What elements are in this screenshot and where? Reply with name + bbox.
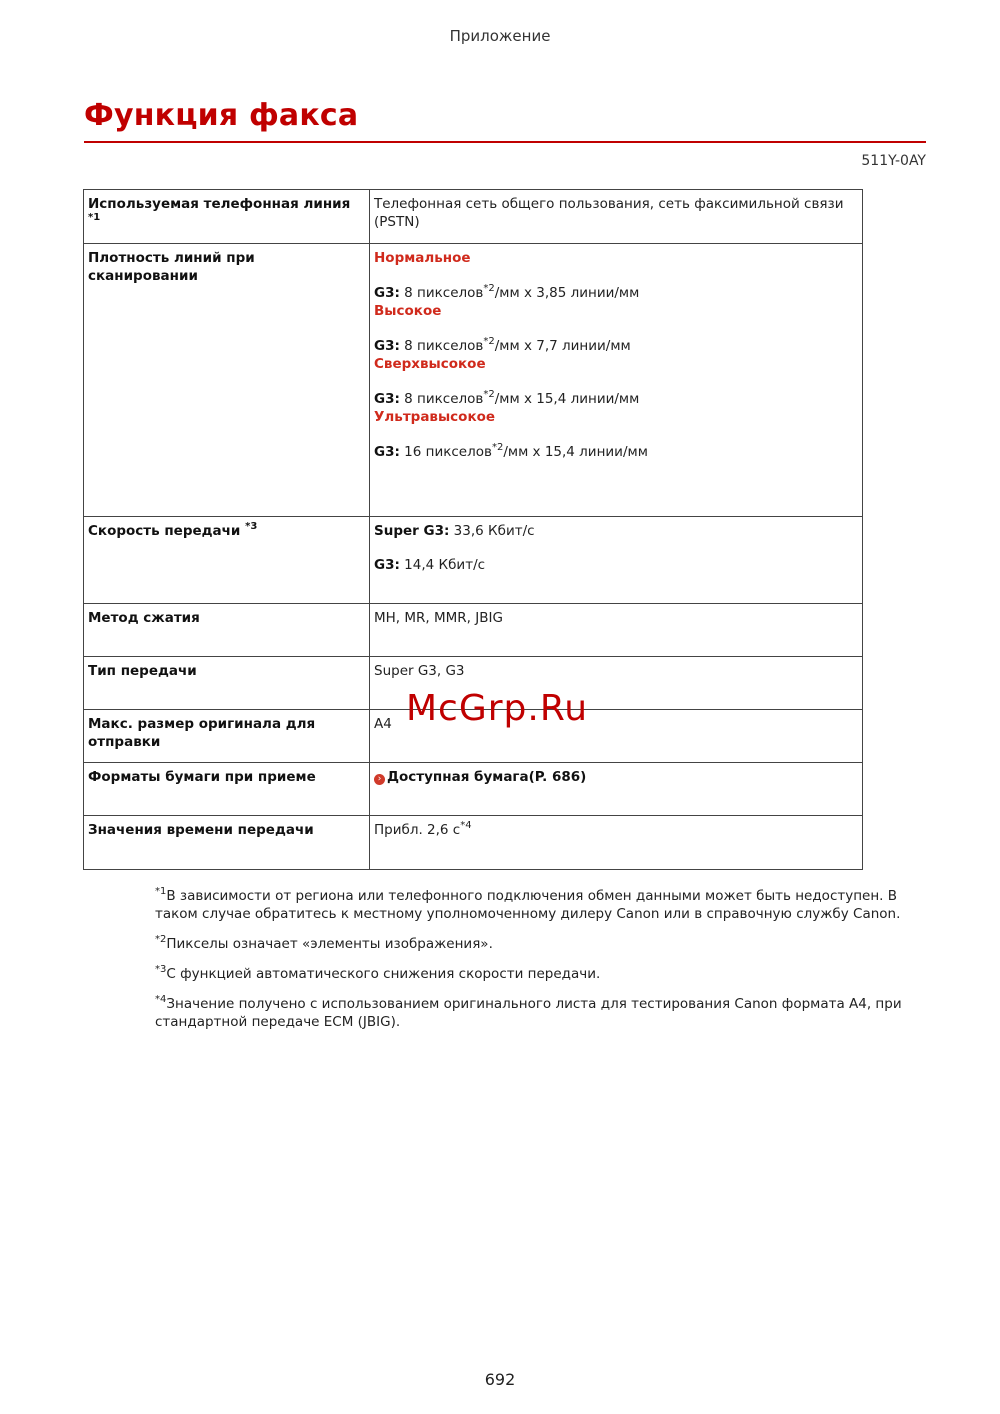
mode-spec: G3: 16 пикселов$^{*2}$/мм x 15,4 линии/мм xyxy=(374,442,648,460)
row-value: Super G3, G3 xyxy=(370,657,863,710)
footnote: $^{*3}$С функцией автоматического снижения скорости передачи. xyxy=(155,964,601,982)
row-value xyxy=(370,244,863,517)
fax-spec-table xyxy=(83,189,863,870)
row-label: Значения времени передачи xyxy=(84,816,370,870)
footnote-ref: *1 xyxy=(88,212,101,223)
mode-spec: G3: 8 пикселов$^{*2}$/мм x 7,7 линии/мм xyxy=(374,336,631,354)
table-row xyxy=(84,763,863,816)
row-label: Используемая телефонная линия $^{*1}$ xyxy=(84,190,370,244)
table-row xyxy=(84,244,863,517)
mode-spec: G3: 8 пикселов$^{*2}$/мм x 3,85 линии/мм xyxy=(374,283,640,301)
row-label: Скорость передачи $^{*3}$ xyxy=(84,517,370,604)
page-title: Функция факса xyxy=(84,98,359,133)
footnote: $^{*4}$Значение получено с использованием оригинального листа для тестирования Canon формата A4, при стандартной передаче ECM (JBIG). xyxy=(155,994,902,1030)
footnote: $^{*2}$Пикселы означает «элементы изображения». xyxy=(155,934,493,952)
table-row xyxy=(84,816,863,870)
row-label: Тип передачи xyxy=(84,657,370,710)
row-value: Super G3: 33,6 Кбит/с G3: 14,4 Кбит/с xyxy=(370,517,863,604)
row-value: Прибл. 2,6 $с^{*4}$ xyxy=(370,816,863,870)
row-label: Форматы бумаги при приеме xyxy=(84,763,370,816)
available-paper-link[interactable]: › Доступная бумага(P. 686) xyxy=(374,769,586,785)
arrow-right-circle-icon: › xyxy=(374,774,385,785)
row-value xyxy=(370,763,863,816)
mode-name: Сверхвысокое xyxy=(374,356,486,372)
table-row xyxy=(84,517,863,604)
mode-spec: G3: 8 пикселов$^{*2}$/мм x 15,4 линии/мм xyxy=(374,389,640,407)
row-label: Плотность линий при сканировании xyxy=(84,244,370,517)
mode-name: Нормальное xyxy=(374,250,471,266)
row-value: MH, MR, MMR, JBIG xyxy=(370,604,863,657)
row-value: A4 xyxy=(370,710,863,763)
page-number: 692 xyxy=(484,1370,516,1389)
watermark: McGrp.Ru xyxy=(406,688,589,729)
footnotes xyxy=(155,887,915,1043)
mode-name: Высокое xyxy=(374,303,442,319)
mode-name: Ультравысокое xyxy=(374,409,496,425)
table-row xyxy=(84,190,863,244)
running-head: Приложение xyxy=(449,27,551,45)
row-value: Телефонная сеть общего пользования, сеть факсимильной связи (PSTN) xyxy=(370,190,863,244)
footnote-ref: *3 xyxy=(245,521,258,532)
row-label: Метод сжатия xyxy=(84,604,370,657)
row-label: Макс. размер оригинала для отправки xyxy=(84,710,370,763)
footnote: $^{*1}$В зависимости от региона или телефонного подключения обмен данными может быть недоступен. В таком случае обратитесь к местному уполномоченному дилеру Canon или в справочную службу Canon. xyxy=(155,886,901,922)
document-id: 511Y-0AY xyxy=(861,153,926,169)
footnote-ref: *4 xyxy=(460,820,472,831)
title-divider xyxy=(84,141,926,143)
table-row xyxy=(84,604,863,657)
